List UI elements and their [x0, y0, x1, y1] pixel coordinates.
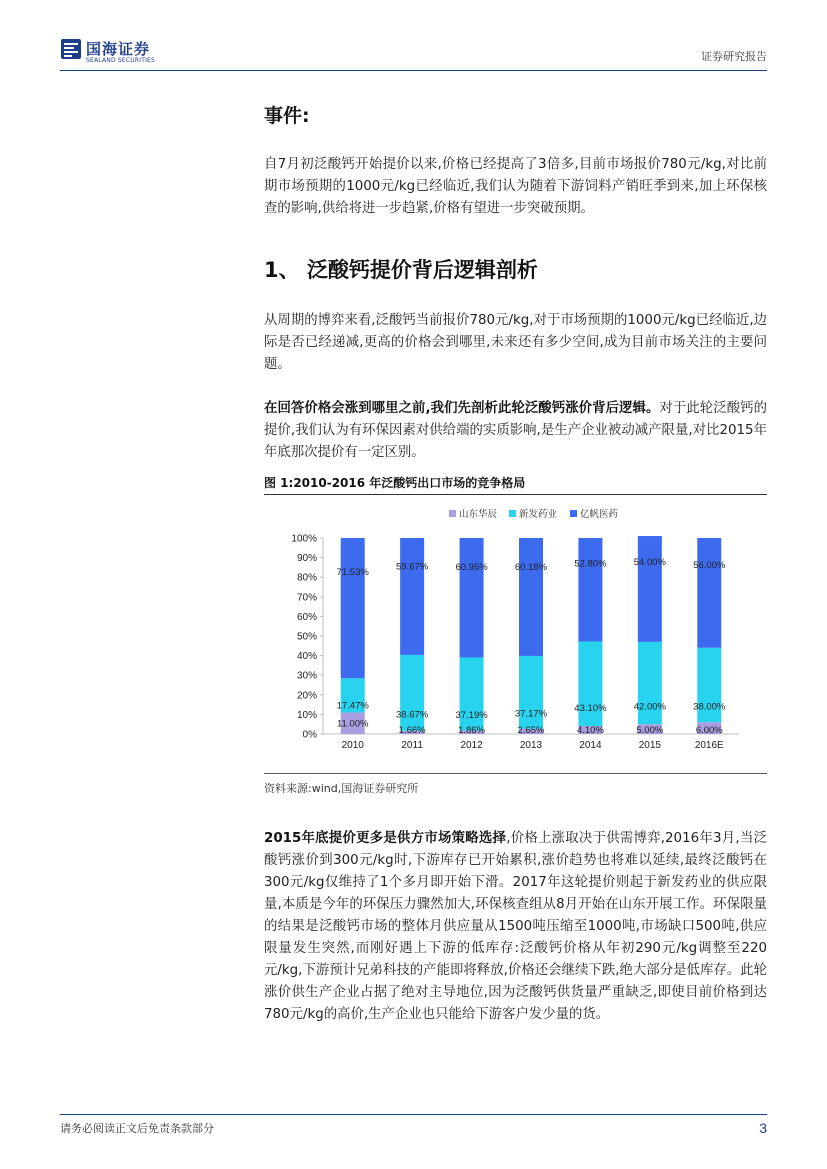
data-label: 2.65%: [517, 725, 545, 736]
legend-label: 新发药业: [519, 509, 558, 520]
x-tick-label: 2013: [519, 740, 543, 751]
data-label: 56.00%: [693, 559, 726, 571]
y-tick-label: 0%: [302, 729, 317, 741]
data-label: 1.66%: [398, 725, 426, 736]
data-label: 43.10%: [574, 702, 607, 714]
legend-swatch: [570, 510, 577, 517]
bar-segment: [341, 538, 365, 678]
report-type: 证券研究报告: [701, 50, 767, 63]
bar-segment: [638, 536, 662, 642]
section-1-paragraph-3: [264, 828, 767, 1048]
x-tick-label: 2011: [401, 740, 423, 751]
bar-segment: [519, 538, 543, 656]
section-1-heading: 1、 泛酸钙提价背后逻辑剖析: [264, 258, 538, 282]
data-label: 59.67%: [396, 561, 429, 573]
data-label: 6.00%: [695, 725, 723, 736]
legend-label: 亿帆医药: [580, 509, 619, 520]
section-1-paragraph-2: [264, 398, 767, 464]
bar-segment: [578, 538, 602, 641]
data-label: 37.19%: [455, 709, 488, 721]
x-tick-label: 2014: [579, 740, 602, 751]
y-tick-label: 80%: [296, 572, 317, 584]
footer-disclaimer: 请务必阅读正文后免责条款部分: [60, 1122, 214, 1135]
legend-swatch: [449, 510, 456, 517]
y-tick-label: 30%: [296, 670, 317, 682]
y-tick-label: 50%: [296, 631, 317, 643]
y-tick-label: 70%: [296, 592, 317, 604]
x-tick-label: 2016E: [694, 740, 724, 751]
event-heading: 事件:: [264, 105, 310, 127]
figure-bottom-rule: [264, 773, 767, 774]
header-divider: [60, 70, 767, 71]
data-label: 38.67%: [396, 709, 429, 721]
y-tick-label: 60%: [296, 611, 317, 623]
paragraph-3-body: ,价格上涨取决于供需博弈,2016年3月,当泛酸钙涨价到300元/kg时,下游库存已开始累积,涨价趋势也将难以延续,最终泛酸钙在300元/kg仅维持了1个多月即开始下滑。2017年这轮提价则起于新发药业的供应限量,本质是今年的环保压力骤然加大,环保核查组从8月开始在山东开展工作。环保限量的结果是泛酸钙市场的整体月供应量从1500吨压缩至1000吨,市场缺口500吨,供应限量发生突然,而刚好遇上下游的低库存:泛酸钙价格从年初290元/kg调整至220元/kg,下游预计兄弟科技的产能即将释放,价格还会继续下跌,绝大部分是低库存。此轮涨价供生产企业占据了绝对主导地位,因为泛酸钙供货量严重缺乏,即使目前价格到达780元/kg的高价,生产企业也只能给下游客户发少量的货。: [264, 831, 767, 1022]
bar-segment: [400, 538, 424, 655]
data-label: 71.53%: [336, 567, 369, 579]
page-number: 3: [759, 1120, 767, 1136]
data-label: 42.00%: [633, 701, 666, 713]
y-tick-label: 20%: [296, 690, 317, 702]
data-label: 1.86%: [458, 725, 486, 736]
brand-name-en: SEALAND SECURITIES: [86, 57, 156, 64]
figure-top-rule: [264, 494, 767, 495]
data-label: 60.18%: [514, 561, 548, 573]
x-tick-label: 2015: [638, 740, 661, 751]
y-tick-label: 10%: [296, 709, 317, 721]
paragraph-2-body: 对于此轮泛酸钙的提价,我们认为有环保因素对供给端的实质影响,是生产企业被动减产限量,对比2015年年底那次提价有一定区别。: [264, 401, 767, 460]
data-label: 38.00%: [693, 701, 726, 713]
data-label: 11.00%: [336, 718, 369, 730]
paragraph-2-lead: 在回答价格会涨到哪里之前,我们先剖析此轮泛酸钙涨价背后逻辑。: [264, 401, 660, 416]
paragraph-3-lead: 2015年底提价更多是供方市场策略选择: [264, 831, 507, 846]
footer-divider: [60, 1114, 767, 1115]
x-tick-label: 2010: [341, 740, 364, 751]
data-label: 60.95%: [455, 562, 488, 574]
y-tick-label: 100%: [291, 533, 317, 545]
sealand-logo-icon: [60, 38, 82, 60]
data-label: 54.00%: [633, 556, 666, 568]
figure-source: 资料来源:wind,国海证券研究所: [264, 782, 419, 795]
legend-swatch: [509, 510, 516, 517]
bar-segment: [697, 538, 721, 648]
event-paragraph: 自7月初泛酸钙开始提价以来,价格已经提高了3倍多,目前市场报价780元/kg,对比前期市场预期的1000元/kg已经临近,我们认为随着下游饲料产销旺季到来,加上环保核查的影响,供给将进一步趋紧,价格有望进一步突破预期。: [264, 157, 767, 216]
y-tick-label: 40%: [296, 651, 317, 663]
data-label: 17.47%: [336, 700, 369, 712]
brand-logo: [60, 38, 176, 66]
bar-segment: [460, 538, 484, 657]
y-tick-label: 90%: [296, 553, 317, 565]
x-tick-label: 2012: [460, 740, 483, 751]
section-1-paragraph-1: 从周期的博弈来看,泛酸钙当前报价780元/kg,对于市场预期的1000元/kg已经临近,边际是否已经递减,更高的价格会到哪里,未来还有多少空间,成为目前市场关注的主要问题。: [264, 313, 767, 372]
market-share-chart: [264, 496, 767, 771]
page-header: [0, 0, 827, 80]
legend-label: 山东华辰: [459, 509, 498, 520]
brand-name-cn: 国海证券: [86, 40, 151, 58]
data-label: 37.17%: [514, 708, 548, 720]
data-label: 4.10%: [576, 725, 604, 736]
figure-title: 图 1:2010-2016 年泛酸钙出口市场的竞争格局: [264, 476, 526, 490]
data-label: 5.00%: [636, 725, 664, 736]
data-label: 52.80%: [574, 558, 607, 570]
